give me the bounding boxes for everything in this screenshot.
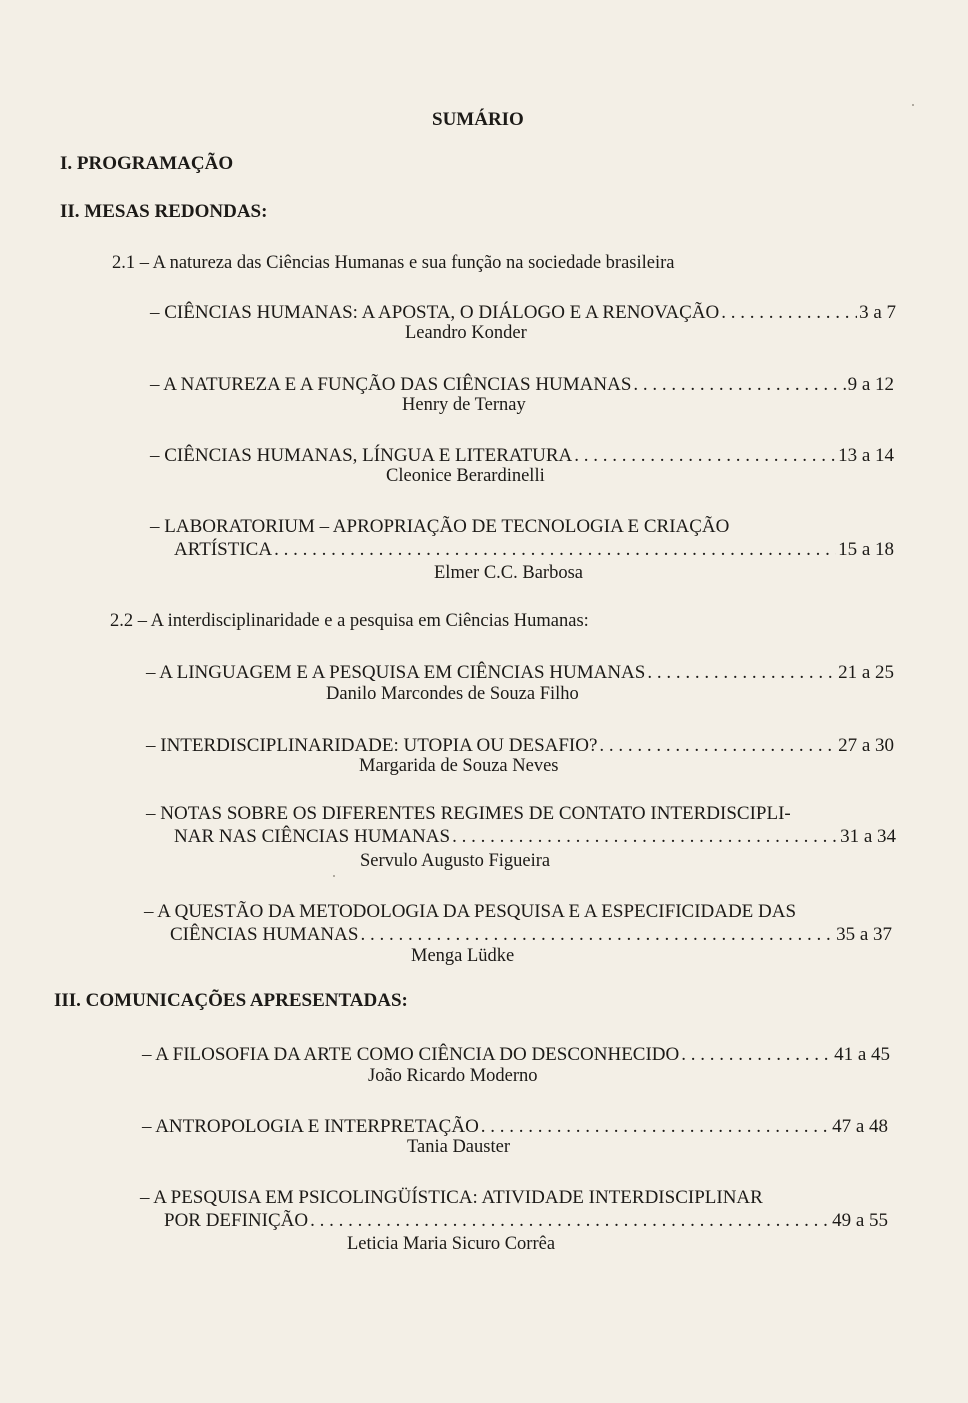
paper-speck	[333, 875, 335, 877]
entry-author: Leandro Konder	[405, 323, 527, 343]
leader-dots	[647, 661, 836, 684]
entry-pages: 13 a 14	[838, 445, 894, 466]
entry-pages: 41 a 45	[834, 1044, 890, 1065]
toc-entry	[150, 444, 894, 467]
entry-pages: 49 a 55	[832, 1210, 888, 1231]
entry-title: – A LINGUAGEM E A PESQUISA EM CIÊNCIAS HUMANAS	[146, 662, 646, 683]
paper-speck	[912, 104, 914, 106]
entry-author: Tania Dauster	[407, 1137, 510, 1157]
toc-entry	[140, 1186, 888, 1232]
toc-entry	[142, 1043, 890, 1066]
entry-author: Margarida de Souza Neves	[359, 756, 559, 776]
entry-pages: 35 a 37	[836, 924, 892, 945]
entry-pages: 9 a 12	[847, 374, 894, 395]
leader-dots	[633, 373, 845, 396]
entry-title: – A NATUREZA E A FUNÇÃO DAS CIÊNCIAS HUMANAS	[150, 374, 632, 395]
leader-dots	[574, 444, 836, 467]
subsection-2-1: 2.1 – A natureza das Ciências Humanas e sua função na sociedade brasileira	[112, 253, 675, 273]
entry-author: Servulo Augusto Figueira	[360, 851, 551, 871]
entry-title: – A FILOSOFIA DA ARTE COMO CIÊNCIA DO DESCONHECIDO	[142, 1044, 680, 1065]
leader-dots	[310, 1209, 830, 1232]
entry-title-line2: POR DEFINIÇÃO	[164, 1210, 309, 1231]
toc-entry	[146, 802, 896, 848]
leader-dots	[452, 825, 838, 848]
entry-title-line1: – A PESQUISA EM PSICOLINGÜÍSTICA: ATIVIDADE INTERDISCIPLINAR	[140, 1187, 763, 1208]
entry-author: Leticia Maria Sicuro Corrêa	[347, 1234, 556, 1254]
entry-title: – CIÊNCIAS HUMANAS, LÍNGUA E LITERATURA	[150, 445, 573, 466]
entry-pages: 47 a 48	[832, 1116, 888, 1137]
subsection-2-2: 2.2 – A interdisciplinaridade e a pesquisa em Ciências Humanas:	[110, 611, 589, 631]
toc-entry	[150, 301, 896, 324]
leader-dots	[360, 923, 834, 946]
toc-entry	[150, 373, 894, 396]
entry-author: Danilo Marcondes de Souza Filho	[326, 684, 579, 704]
entry-author: Elmer C.C. Barbosa	[434, 563, 584, 583]
toc-entry	[144, 900, 892, 946]
entry-title-line2: NAR NAS CIÊNCIAS HUMANAS	[174, 826, 451, 847]
entry-pages: 15 a 18	[838, 539, 894, 560]
entry-title-line1: – A QUESTÃO DA METODOLOGIA DA PESQUISA E A ESPECIFICIDADE DAS	[144, 901, 797, 922]
entry-pages: 31 a 34	[840, 826, 896, 847]
section-comunicacoes: III. COMUNICAÇÕES APRESENTADAS:	[54, 990, 408, 1011]
toc-entry	[146, 661, 894, 684]
entry-title: – ANTROPOLOGIA E INTERPRETAÇÃO	[142, 1116, 479, 1137]
entry-author: Menga Lüdke	[411, 946, 515, 966]
entry-pages: 3 a 7	[859, 302, 896, 323]
entry-title: – CIÊNCIAS HUMANAS: A APOSTA, O DIÁLOGO E A RENOVAÇÃO	[150, 302, 720, 323]
entry-author: Henry de Ternay	[402, 395, 526, 415]
section-mesas-redondas: II. MESAS REDONDAS:	[60, 201, 268, 222]
toc-entry	[150, 515, 894, 561]
entry-title-line1: – NOTAS SOBRE OS DIFERENTES REGIMES DE CONTATO INTERDISCIPLI-	[146, 803, 791, 824]
toc-entry	[142, 1115, 888, 1138]
leader-dots	[599, 734, 836, 757]
section-programacao: I. PROGRAMAÇÃO	[60, 153, 234, 174]
leader-dots	[274, 538, 836, 561]
entry-pages: 27 a 30	[838, 735, 894, 756]
leader-dots	[721, 301, 857, 324]
page-title: SUMÁRIO	[432, 109, 524, 130]
entry-author: João Ricardo Moderno	[368, 1066, 538, 1086]
entry-title-line2: ARTÍSTICA	[174, 539, 273, 560]
entry-author: Cleonice Berardinelli	[386, 466, 545, 486]
leader-dots	[681, 1043, 832, 1066]
entry-title-line2: CIÊNCIAS HUMANAS	[170, 924, 359, 945]
leader-dots	[481, 1115, 830, 1138]
toc-entry	[146, 734, 894, 757]
entry-title-line1: – LABORATORIUM – APROPRIAÇÃO DE TECNOLOGIA E CRIAÇÃO	[150, 516, 730, 537]
entry-title: – INTERDISCIPLINARIDADE: UTOPIA OU DESAFIO?	[146, 735, 598, 756]
entry-pages: 21 a 25	[838, 662, 894, 683]
